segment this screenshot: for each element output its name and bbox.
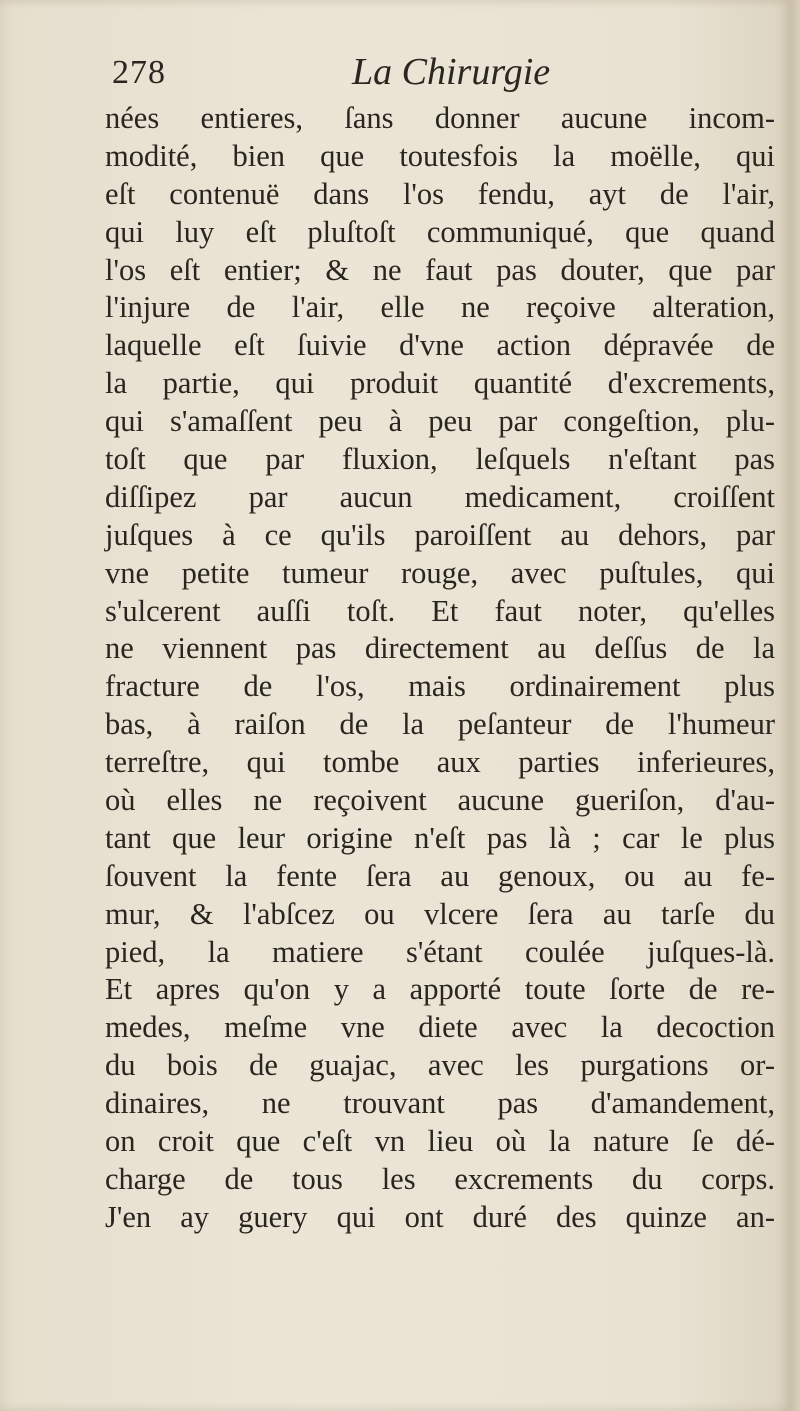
text-line: on croit que c'eſt vn lieu où la nature ſe dé- bbox=[105, 1124, 775, 1159]
text-line: qui s'amaſſent peu à peu par congeſtion, plu- bbox=[105, 404, 775, 439]
text-line: eſt contenuë dans l'os fendu, ayt de l'air, bbox=[105, 176, 775, 211]
text-line: du bois de guajac, avec les purgations or- bbox=[105, 1048, 775, 1083]
text-line: pied, la matiere s'étant coulée juſques-là. bbox=[105, 934, 775, 969]
text-line: ſouvent la fente ſera au genoux, ou au fe- bbox=[105, 858, 775, 893]
text-line: l'os eſt entier; & ne faut pas douter, que par bbox=[105, 252, 775, 287]
running-title: La Chirurgie bbox=[352, 51, 551, 93]
page-header bbox=[112, 50, 772, 100]
text-line: s'ulcerent auſſi toſt. Et faut noter, qu'elles bbox=[105, 593, 775, 628]
text-line: laquelle eſt ſuivie d'vne action dépravée de bbox=[105, 328, 775, 363]
text-line: où elles ne reçoivent aucune gueriſon, d'au- bbox=[105, 783, 775, 818]
text-line: qui luy eſt pluſtoſt communiqué, que quand bbox=[105, 214, 775, 249]
page-edge bbox=[790, 0, 800, 1411]
text-line: l'injure de l'air, elle ne reçoive alteration, bbox=[105, 290, 775, 325]
text-line: juſques à ce qu'ils paroiſſent au dehors, par bbox=[105, 517, 775, 552]
text-line: J'en ay guery qui ont duré des quinze an- bbox=[105, 1199, 775, 1234]
text-line: terreſtre, qui tombe aux parties inferieures, bbox=[105, 745, 775, 780]
page-number: 278 bbox=[112, 54, 166, 91]
text-line: nées entieres, ſans donner aucune incom- bbox=[105, 101, 775, 135]
text-line: la partie, qui produit quantité d'excrements, bbox=[105, 366, 775, 401]
text-line: diſſipez par aucun medicament, croiſſent bbox=[105, 479, 775, 514]
text-line: mur, & l'abſcez ou vlcere ſera au tarſe du bbox=[105, 896, 775, 931]
text-line: Et apres qu'on y a apporté toute ſorte de re- bbox=[105, 972, 775, 1007]
text-line: charge de tous les excrements du corps. bbox=[105, 1161, 775, 1196]
text-line: bas, à raiſon de la peſanteur de l'humeur bbox=[105, 707, 775, 742]
text-line: dinaires, ne trouvant pas d'amandement, bbox=[105, 1086, 775, 1121]
text-line: ne viennent pas directement au deſſus de la bbox=[105, 631, 775, 666]
body-text bbox=[105, 100, 775, 1237]
text-line: vne petite tumeur rouge, avec puſtules, qui bbox=[105, 555, 775, 590]
text-line: modité, bien que toutesfois la moëlle, qui bbox=[105, 138, 775, 173]
text-line: tant que leur origine n'eſt pas là ; car le plus bbox=[105, 820, 775, 855]
text-line: toſt que par fluxion, leſquels n'eſtant pas bbox=[105, 442, 775, 477]
text-line: medes, meſme vne diete avec la decoction bbox=[105, 1010, 775, 1045]
text-line: fracture de l'os, mais ordinairement plus bbox=[105, 669, 775, 704]
